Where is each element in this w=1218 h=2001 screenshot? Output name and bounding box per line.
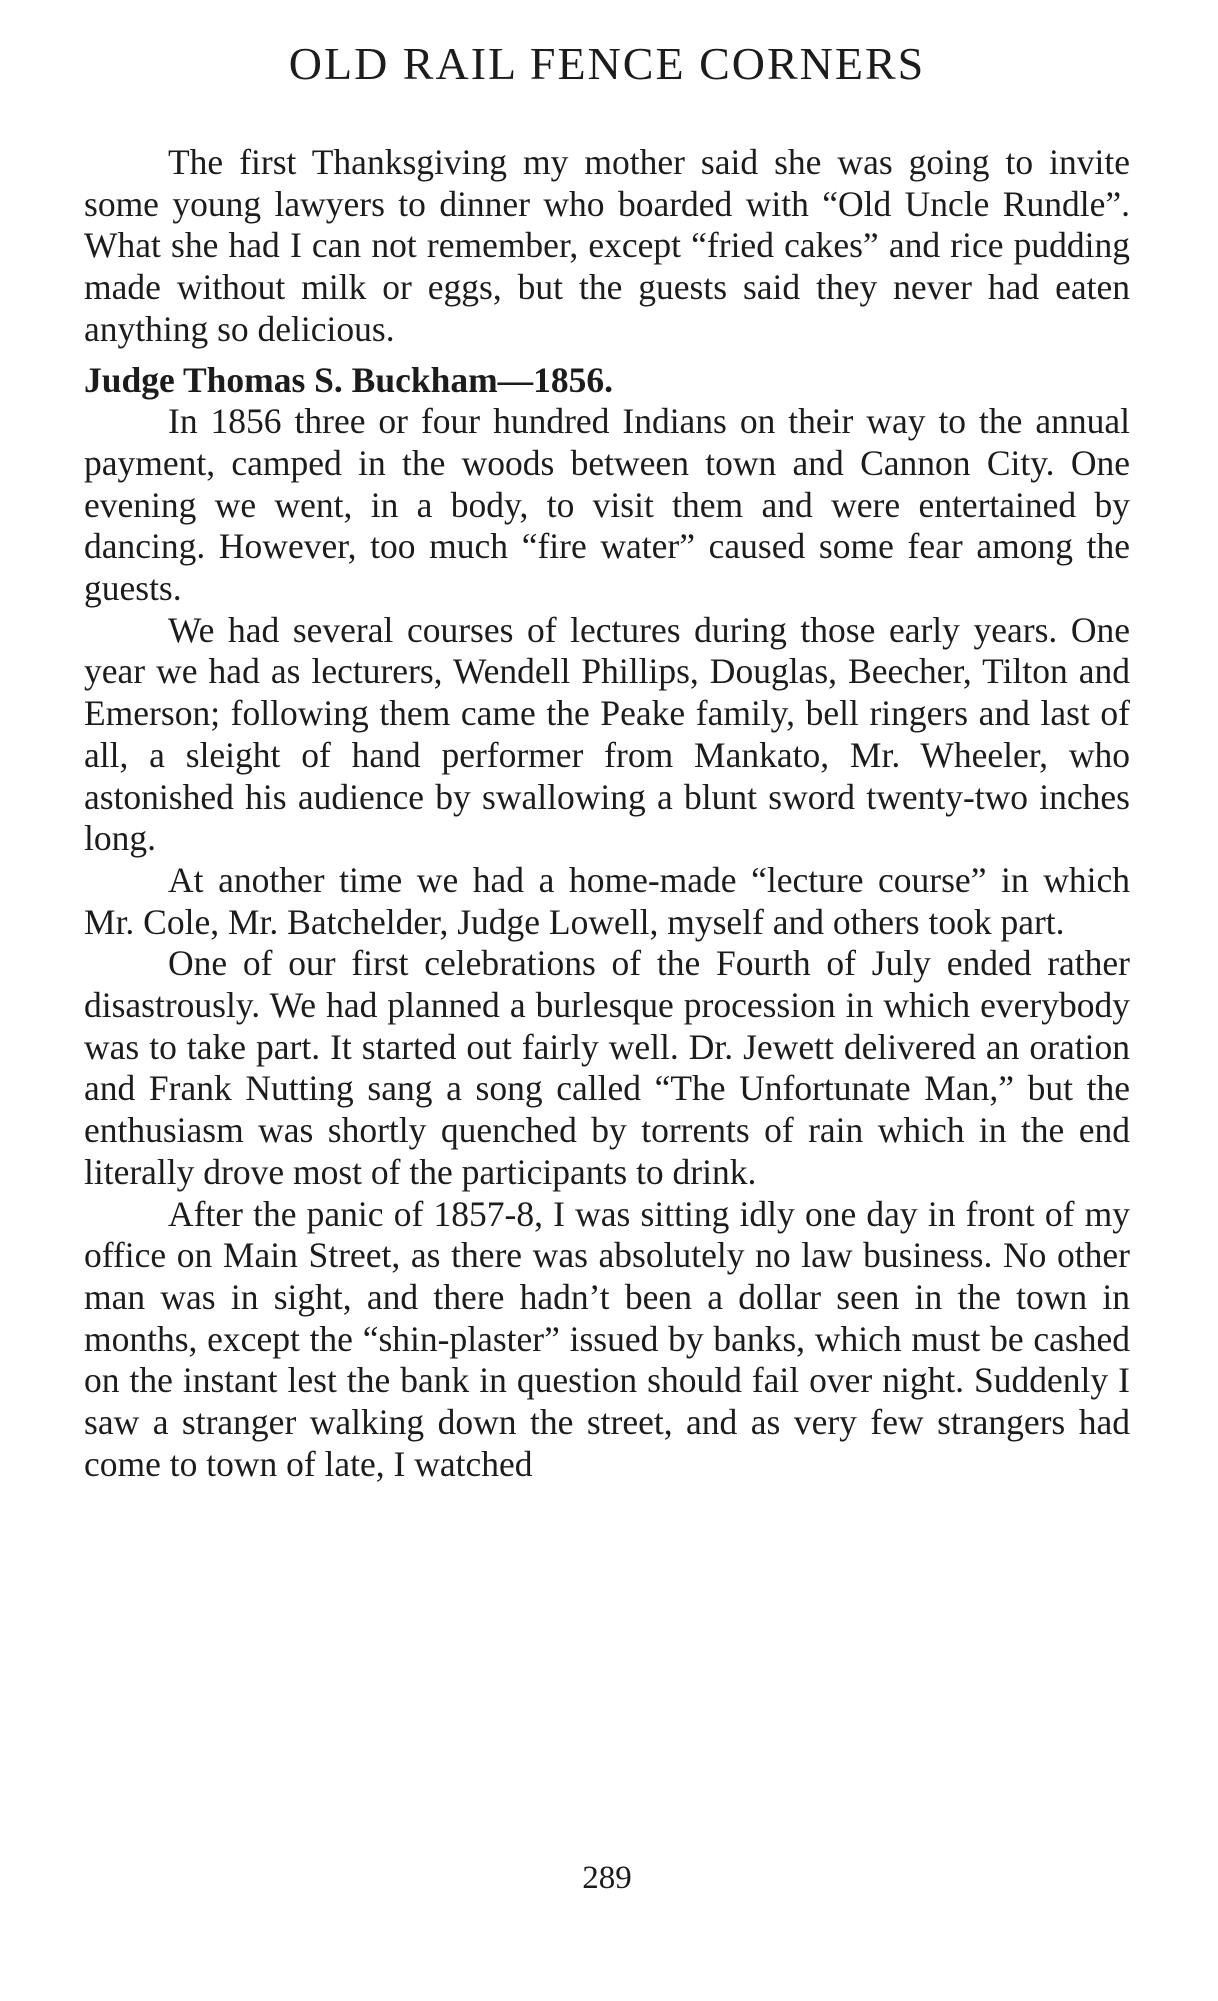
paragraph-home-made-course: At another time we had a home-made “lecture course” in which Mr. Cole, Mr. Batchelder, Judge Lowell, myself and others took part. xyxy=(84,859,1130,942)
section-heading: Judge Thomas S. Buckham—1856. xyxy=(84,359,614,400)
page-number: 289 xyxy=(582,1860,632,1896)
paragraph-lectures: We had several courses of lectures during those early years. One year we had as lecturers, Wendell Phillips, Douglas, Beecher, Tilton and Emerson; following them came the Peake family, bell ringers and last of all, a sleight of hand performer from Mankato, Mr. Wheeler, who astonished his audience by swallowing a blunt sword twenty-two inches long. xyxy=(84,609,1130,859)
body-text xyxy=(84,142,1130,1486)
paragraph-fourth-of-july: One of our first celebrations of the Fourth of July ended rather disastrously. We had planned a burlesque procession in which everybody was to take part. It started out fairly well. Dr. Jewett delivered an oration and Frank Nutting sang a song called “The Unfortunate Man,” but the enthusiasm was shortly quenched by torrents of rain which in the end literally drove most of the participants to drink. xyxy=(84,943,1130,1192)
paragraph-thanksgiving: The first Thanksgiving my mother said she was going to invite some young lawyers to dinner who boarded with “Old Uncle Rundle”. What she had I can not remember, except “fried cakes” and rice pudding made without milk or eggs, but the guests said they never had eaten anything so delicious. xyxy=(84,142,1130,349)
paragraph-indians: In 1856 three or four hundred Indians on their way to the annual payment, camped in the woods between town and Cannon City. One evening we went, in a body, to visit them and were entertained by dancing. However, too much “fire water” caused some fear among the guests. xyxy=(84,401,1130,609)
running-head: OLD RAIL FENCE CORNERS xyxy=(288,38,926,89)
paragraph-panic: After the panic of 1857-8, I was sitting idly one day in front of my office on Main Street, as there was absolutely no law business. No other man was in sight, and there hadn’t been a dollar seen in the town in months, except the “shin-plaster” issued by banks, which must be cashed on the instant lest the bank in question should fail over night. Suddenly I saw a stranger walking down the street, and as very few strangers had come to town of late, I watched xyxy=(84,1193,1130,1484)
